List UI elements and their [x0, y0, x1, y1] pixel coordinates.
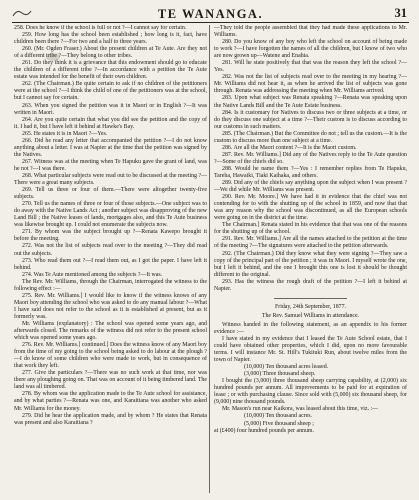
paragraph: Mr. Mason's run near Kaikora, was leased about this time, viz. :— [222, 406, 378, 413]
paragraph: at (£400) four hundred pounds per annum. [214, 427, 314, 434]
paragraph: 290. Rev. Mr. Moore.] We have had it in evidence that the chief was not contending for to with the shutting up of the school in 1859, and now that that was any reason why the school was discontinued, as all the European schools were going on in the district at the time. [214, 194, 407, 222]
paragraph: 292. (The Chairman.) Did they know what they were signing ?—They saw a copy of the principal part of the petition ; it was in Maori. I myself wrote the one, but I left it behind, and the one I brought this one is lost it should be thought different to the original. [214, 250, 407, 278]
page-header [12, 6, 409, 23]
paragraph: 275. Rev. Mr. Williams.] I would like to know if the witness knows of any Maori boy attending the school who was asked to do any manual labour ?—What I have said does not refer to the school as it is established at present, but as it formerly was. [14, 292, 207, 320]
paragraph: 293. Has the witness the rough draft of the petition ?—I left it behind at Napier. [214, 278, 407, 292]
paragraph: 283. Upon what subject was Renata speaking ?—Renata was speaking upon the Native Lands Bill and the Te Aute Estate business. [214, 95, 407, 109]
newspaper-title: TE WANANGA. [157, 7, 264, 21]
paragraph: 263. When you signed the petition was it in Maori or in English ?—It was written in Maori. [14, 102, 207, 116]
paragraph: The Chairman.] Renata stated in his evidence that that was one of the reasons for the shutting up of the school. [214, 222, 407, 236]
paragraph: 272. Was not the list of subjects read over to the meeting ?—They did read out the subjects. [14, 243, 207, 257]
paragraph: 276. Rev. Mr. Williams.] continued.] Does the witness know of any Maori boy from the time of my going to the school being asked to do labour at the plough ?—I do know of some children who were made to work, but in consequence of that work they left. [14, 342, 207, 370]
paragraph: 259. How long has the school been established ; how long is it, fact, have children been there ?—For two and a half to three years. [14, 32, 207, 46]
paragraph: 267. Witness was at the meeting when Te Hapuku gave the grant of land, was he not ?—I was there. [14, 158, 207, 172]
paragraph: 269. Tell us three or four of them.—There were altogether twenty-five subjects. [14, 187, 207, 201]
right-column [214, 25, 407, 495]
left-column [14, 25, 207, 495]
paragraph: 280. Do you know of any boy who left the school on account of being made to work ?—I have forgotten the names of all the children, but I know of two who are now grown up—Watene and Enahia. [214, 39, 407, 60]
paragraph: Mr. Williams (explanatory) : The school was opened some years ago, and afterwards closed. The remarks of the witness did not refer to the present school which was opened some years ago. [14, 320, 207, 342]
section-witness: The Rev. Samuel Williams in attendance. [261, 312, 360, 319]
paragraph: 282. Was not the list of subjects read over to the meeting in my hearing ?—Mr. Williams did not hear it, as when he arrived the list of subjects was gone through. Renata was addressing the meeting when Mr. Williams arrived. [214, 74, 407, 95]
paragraph: 270. Tell us the names of three or four of those subjects.—One subject was to do away with the Native Lands Act ; another subject was disapproving of the new Land Bill ; the Native leases of lands, mortgages also, and this Te Aute business was likewise brought up. I could not enumerate the subjects now. [14, 201, 207, 229]
paragraph: 279. Did he hear the application made, and by whom ? He states that Renata was present and also Karaitiana ? [14, 412, 207, 426]
paragraph: 268. What particular subjects were read out to be discussed at the meeting ?—There were a great many subjects. [14, 172, 207, 187]
list-item: (3,000) Three thousand sheep. [244, 371, 316, 378]
paragraph: 288. Would he name them ?—Yes : I remember replies from Te Hapuku, Tareha, Hawaiki, Tiaki Kaihaka, and others. [214, 165, 407, 179]
paragraph: I have stated in my evidence that I leased the Te Aute School estate, that I could have obtained other properties, which I did, upon no more favourable terms. I will instance Mr. St. Hill's Tukituki Run, about twelve miles from the town of Napier. [214, 335, 407, 364]
paragraph: 273. Who read them out ?—I read them out, as I got the paper. I have left it behind. [14, 257, 207, 271]
section-rule [274, 298, 347, 299]
paragraph: 284. Is it customary for Natives to discuss two or three subjects at a time, or do they discuss one subject at a time ?—Their custom is to discuss according to our customs in such matters. [214, 109, 407, 130]
paragraph: 291. Rev. Mr. Williams.] Are all the names attached to the petition at the time of the meeting ?—The signatures were attached to the petition afterwards. [214, 236, 407, 250]
stain-mark [46, 53, 60, 61]
paragraph: 289. Did any of the chiefs say anything upon the subject when I was present ?—We did while Mr. Williams was present. [214, 180, 407, 194]
list-item: (10,000) Ten thousand acres. [244, 413, 313, 420]
paragraph: —They told the people assembled that they had made these applications to Mr. Williams. [214, 25, 407, 39]
paragraph: 265. He states it is in Maori ?—Yes. [22, 130, 108, 137]
paragraph: 260. (Mr. Ogden Fraser.) About the present children at Te Aute. Are they not of a different tribe ?—They belong to other tribes. [14, 46, 207, 60]
paragraph: 285. (The Chairman.) But the Committee do not ; tell us the custom.—It is the custom to discuss more than one subject at a time. [214, 130, 407, 144]
paragraph: 262. (The Chairman.) Be quite certain to ask if no children of the petitioners were at the school ?—I think the child of one of the petitioners was at the school, but I cannot say for certain. [14, 81, 207, 102]
paragraph: 258. Does he know if the school is full or not ?—I cannot say for certain. [14, 25, 187, 31]
list-item: (10,000) Ten thousand acres leased. [244, 364, 329, 371]
paragraph: 274. Was Te Aute mentioned among the subjects ?—It was. [22, 271, 163, 278]
paragraph: 264. Are you quite certain that what you did see the petition and the copy of it. I had it, but I have left it behind at Hawke's Bay. [14, 116, 207, 130]
paragraph: 277. Give the particulars ?—There was no such work at that time, nor was there any ploughing going on. That was on account of it being timbered land. The land was all timbered. [14, 370, 207, 391]
paragraph: 281. Will he state positively that that was the reason they left the school ?—Yes. [214, 60, 407, 74]
paragraph: 266. Did he read any letter that accompanied the petition ?—I do not know anything about a letter. I was at Napier at the time that the petition was signed by the Natives. [14, 137, 207, 158]
paragraph: Witness handed in the following statement, as an appendix to his former evidence :— [214, 321, 407, 335]
paragraph: 287. Rev. Mr. Williams.] Did any of the Natives reply to the Te Aute question ?—Some of the chiefs did so. [214, 151, 407, 165]
page-number: 31 [394, 6, 407, 20]
paragraph: 261. Do they think it is a grievance that this endowment should go to educate the children of a different tribe ?—In accordance with a petition the Te Aute estate was intended for the benefit of their own children. [14, 60, 207, 81]
paragraph: 286. Are all the Maori content ?—It is the Maori custom. [222, 144, 357, 151]
paragraph: 278. By whom was the application made to the Te Aute school for assistance, and by what parties ?—Renata was one, and Karaitiana was another who asked Mr. Williams for the money. [14, 391, 207, 412]
paragraph: The Rev. Mr. Williams, through the Chairman, interrogated the witness to the following effect :— [14, 278, 207, 292]
paragraph: I bought the (3,000) three thousand sheep carrying capability, at (2,000) six hundred pounds per annum. All improvements to be paid for at expiration of lease ; or with purchasing clause. Since sold with (5,000) six thousand sheep, for (9,000) nine thousand pounds. [214, 378, 407, 406]
list-item: (5,000) Five thousand sheep ; [244, 420, 314, 427]
section-date: Friday, 24th September, 1877. [274, 303, 347, 310]
column-divider [209, 25, 210, 493]
paragraph: 271. By whom was the subject brought up ?—Renata Kawepo brought it before the meeting. [14, 229, 207, 243]
